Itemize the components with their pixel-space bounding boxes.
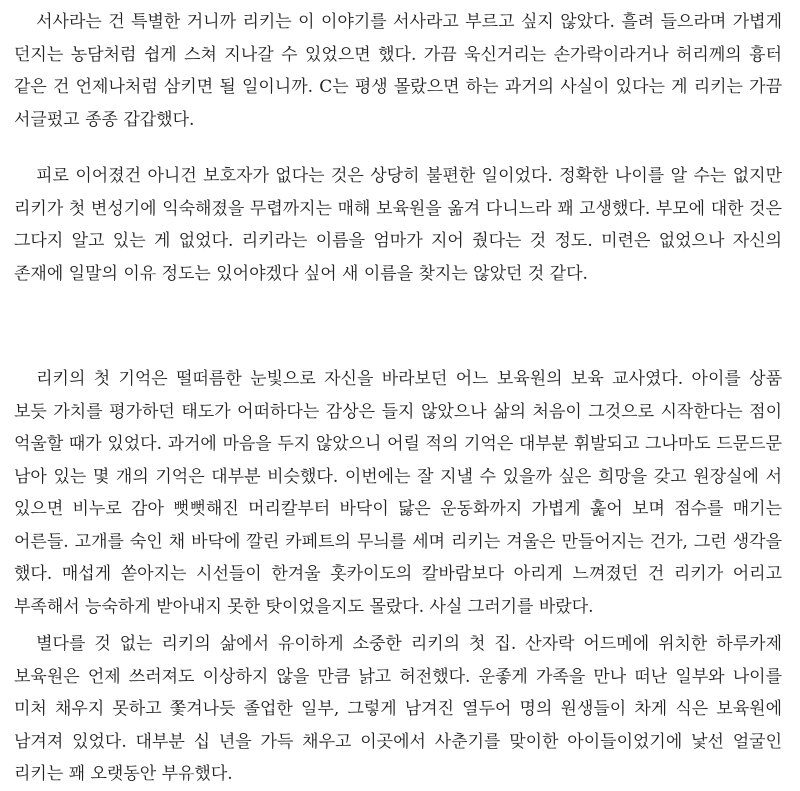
paragraph-4: 별다를 것 없는 리키의 삶에서 유이하게 소중한 리키의 첫 집. 산자락 어드메에 위치한 하루카제 보육원은 언제 쓰러져도 이상하지 않을 만큼 낡고 허전했다. 운좋게 가족을 만나 떠난 일부와 나이를 미처 채우지 못하고 쫓겨나듯 졸업한 일부, 그렇게 남겨진 열두어 명의 원생들이 차게 식은 보육원에 남겨져 있었다. 대부분 십 년을 가득 채우고 이곳에서 사춘기를 맞이한 아이들이었기에 낯선 얼굴인 리키는 꽤 오랫동안 부유했다. [14, 634, 782, 784]
paragraph-1: 서사라는 건 특별한 거니까 리키는 이 이야기를 서사라고 부르고 싶지 않았다. 흘려 들으라며 가볍게 던지는 농담처럼 쉽게 스쳐 지나갈 수 있었으면 했다. 가끔 욱신거리는 손가락이라거나 허리께의 흉터 같은 건 언제나처럼 삼키면 될 일이니까. C는 평생 몰랐으면 하는 과거의 사실이 있다는 게 리키는 가끔 서글펐고 종종 갑갑했다. [14, 12, 782, 130]
paragraph-2: 피로 이어졌건 아니건 보호자가 없다는 것은 상당히 불편한 일이었다. 정확한 나이를 알 수는 없지만 리키가 첫 변성기에 익숙해졌을 무렵까지는 매해 보육원을 옮겨 다니느라 꽤 고생했다. 부모에 대한 것은 그다지 알고 있는 게 없었다. 리키라는 이름을 엄마가 지어 줬다는 것 정도. 미련은 없었으나 자신의 존재에 일말의 이유 정도는 있어야겠다 싶어 새 이름을 찾지는 않았던 것 같다. [14, 166, 782, 284]
paragraph-3: 리키의 첫 기억은 떨떠름한 눈빛으로 자신을 바라보던 어느 보육원의 보육 교사였다. 아이를 상품 보듯 가치를 평가하던 태도가 어떠하다는 감상은 들지 않았으나 삶의 처음이 그것으로 시작한다는 점이 억울할 때가 있었다. 과거에 마음을 두지 않았으니 어릴 적의 기억은 대부분 휘발되고 그나마도 드문드문 남아 있는 몇 개의 기억은 대부분 비슷했다. 이번에는 잘 지낼 수 있을까 싶은 희망을 갖고 원장실에 서 있으면 비누로 감아 뻣뻣해진 머리칼부터 바닥이 닳은 운동화까지 가볍게 훑어 보며 점수를 매기는 어른들. 고개를 숙인 채 바닥에 깔린 카페트의 무늬를 세며 리키는 겨울은 만들어지는 건가, 그런 생각을 했다. 매섭게 쏟아지는 시선들이 한겨울 홋카이도의 칼바람보다 아리게 느껴졌던 건 리키가 어리고 부족해서 능숙하게 받아내지 못한 탓이었을지도 몰랐다. 사실 그러기를 바랐다. [14, 369, 782, 617]
